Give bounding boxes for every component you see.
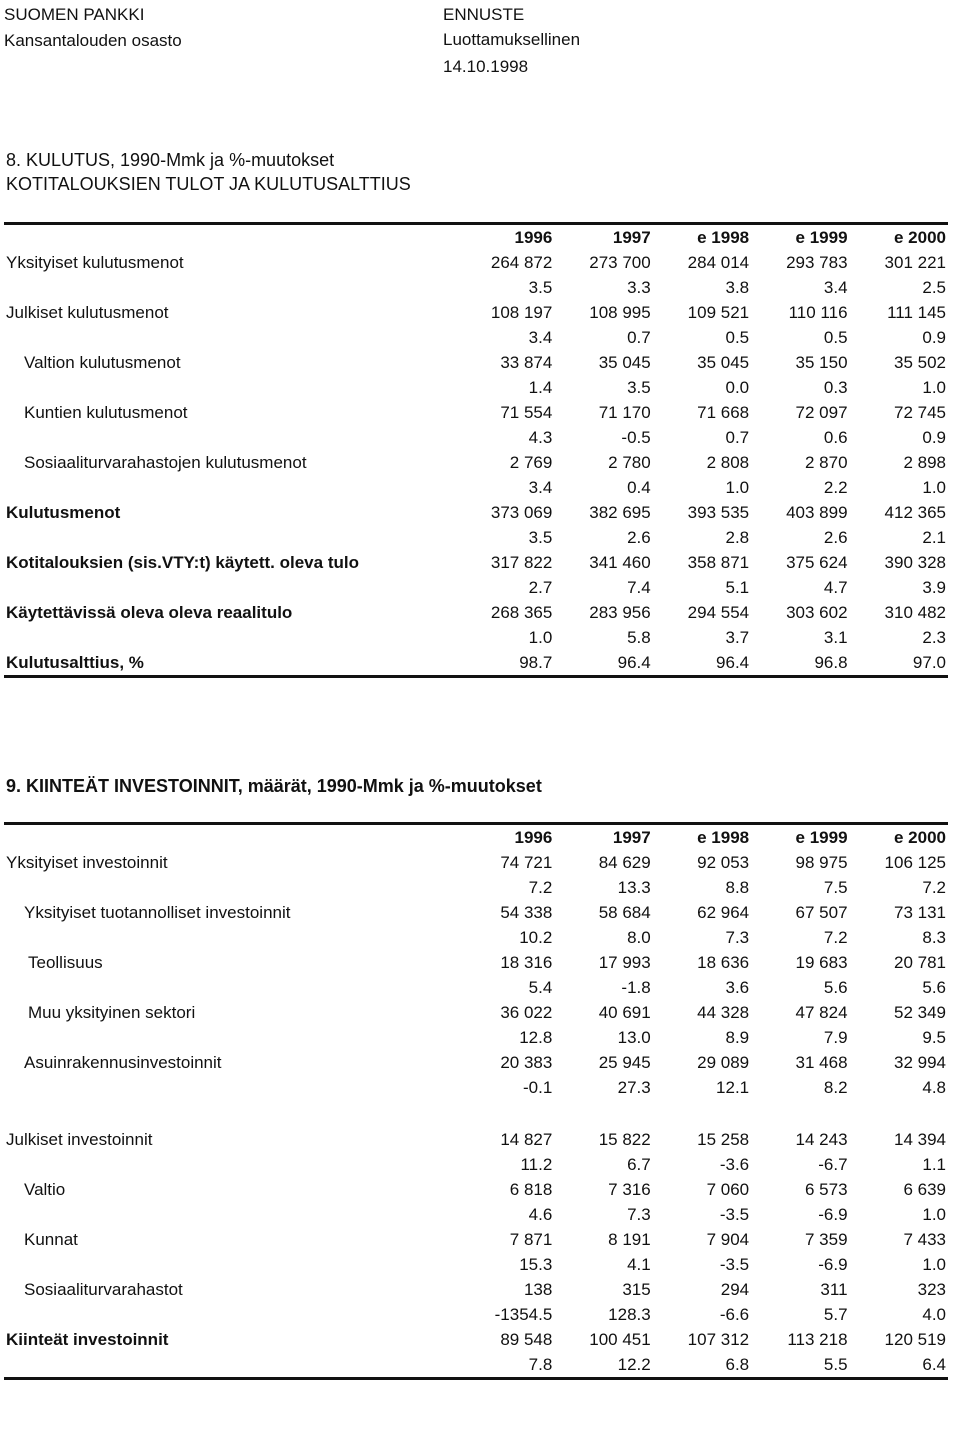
change-cell: 0.3 (823, 378, 848, 397)
row-label: Kulutusalttius, % (4, 650, 456, 677)
table-row (4, 1050, 948, 1075)
table-row (4, 500, 948, 525)
change-cell: -6.9 (818, 1205, 848, 1224)
change-cell: 4.8 (922, 1078, 946, 1097)
table-row (4, 1227, 948, 1252)
value-cell: 303 602 (786, 603, 848, 622)
value-cell: 390 328 (884, 553, 946, 572)
change-cell: 5.1 (725, 578, 750, 597)
table-row (4, 400, 948, 425)
change-cell: -3.5 (719, 1255, 750, 1274)
value-cell: 107 312 (687, 1330, 750, 1349)
change-row (4, 925, 948, 950)
table-row (4, 300, 948, 325)
change-row (4, 1202, 948, 1227)
change-cell: 128.3 (608, 1305, 651, 1324)
spacer-row (4, 1100, 948, 1127)
value-cell: 393 535 (687, 503, 750, 522)
value-cell: 20 781 (894, 953, 946, 972)
investment-table (4, 822, 948, 1380)
value-cell: 6 573 (804, 1180, 848, 1199)
value-cell: 108 995 (589, 303, 651, 322)
table-row (4, 550, 948, 575)
value-cell: 35 502 (894, 353, 946, 372)
value-cell: 25 945 (598, 1053, 651, 1072)
change-cell: 0.5 (823, 328, 848, 347)
confidentiality: Luottamuksellinen (443, 30, 581, 49)
change-row (4, 375, 948, 400)
org-name: SUOMEN PANKKI (4, 5, 145, 24)
value-cell: 72 097 (795, 403, 848, 422)
change-cell: 0.9 (922, 328, 946, 347)
change-cell: 7.2 (922, 878, 946, 897)
table-row (4, 600, 948, 625)
doc-type: ENNUSTE (443, 5, 525, 24)
change-cell: 4.3 (528, 428, 553, 447)
col-header: e 1998 (653, 224, 751, 251)
value-cell: 2 898 (903, 453, 946, 472)
change-cell: 5.8 (627, 628, 651, 647)
value-cell: 67 507 (795, 903, 848, 922)
table2-title: 9. KIINTEÄT INVESTOINNIT, määrät, 1990-Mmk ja %-muutokset (6, 776, 542, 796)
change-cell: -0.1 (523, 1078, 553, 1097)
value-cell: 98.7 (456, 650, 554, 677)
value-cell: 6 818 (509, 1180, 553, 1199)
value-cell: 2 870 (804, 453, 848, 472)
value-cell: 74 721 (500, 853, 553, 872)
change-row (4, 625, 948, 650)
change-row (4, 275, 948, 300)
value-cell: 382 695 (589, 503, 651, 522)
change-cell: 1.0 (528, 628, 553, 647)
change-cell: 1.0 (922, 1205, 946, 1224)
change-cell: 4.0 (922, 1305, 946, 1324)
value-cell: 294 554 (687, 603, 750, 622)
change-cell: 7.4 (627, 578, 651, 597)
change-cell: 5.7 (823, 1305, 848, 1324)
row-label: Yksityiset investoinnit (6, 853, 168, 872)
value-cell: 109 521 (687, 303, 750, 322)
doc-date: 14.10.1998 (443, 57, 529, 76)
value-cell: 7 871 (509, 1230, 553, 1249)
change-row (4, 1302, 948, 1327)
change-cell: 7.3 (725, 928, 750, 947)
change-cell: -3.6 (719, 1155, 750, 1174)
value-cell: 2 769 (509, 453, 553, 472)
change-cell: 7.2 (528, 878, 553, 897)
change-cell: 3.5 (627, 378, 651, 397)
col-header: e 2000 (850, 824, 948, 851)
col-header: 1997 (554, 224, 652, 251)
value-cell: 71 170 (598, 403, 651, 422)
header-left (4, 2, 182, 54)
change-cell: 3.1 (823, 628, 848, 647)
change-cell: 1.0 (922, 378, 946, 397)
change-row (4, 975, 948, 1000)
table-row (4, 350, 948, 375)
change-cell: 3.7 (725, 628, 750, 647)
change-cell: 2.6 (823, 528, 848, 547)
value-cell: 100 451 (589, 1330, 651, 1349)
value-cell: 32 994 (894, 1053, 946, 1072)
value-cell: 412 365 (884, 503, 946, 522)
value-cell: 317 822 (490, 553, 553, 572)
change-cell: 0.5 (725, 328, 750, 347)
row-label: Teollisuus (28, 953, 103, 972)
value-cell: 73 131 (894, 903, 946, 922)
change-cell: 27.3 (617, 1078, 651, 1097)
change-cell: 2.7 (528, 578, 553, 597)
change-cell: 3.4 (528, 478, 553, 497)
change-cell: 6.4 (850, 1352, 948, 1379)
value-cell: 14 394 (894, 1130, 946, 1149)
value-cell: 120 519 (884, 1330, 946, 1349)
table-row (4, 1177, 948, 1202)
change-row (4, 875, 948, 900)
change-row (4, 1252, 948, 1277)
change-cell: 12.2 (554, 1352, 652, 1379)
row-label: Yksityiset kulutusmenot (6, 253, 184, 272)
change-cell: 6.8 (653, 1352, 751, 1379)
value-cell: 36 022 (500, 1003, 553, 1022)
change-cell: 12.8 (519, 1028, 553, 1047)
col-header: 1997 (554, 824, 652, 851)
change-cell: 15.3 (519, 1255, 553, 1274)
value-cell: 7 433 (903, 1230, 946, 1249)
row-label: Valtion kulutusmenot (24, 353, 181, 372)
table-row (4, 1000, 948, 1025)
value-cell: 293 783 (786, 253, 848, 272)
value-cell: 17 993 (598, 953, 651, 972)
change-cell: -6.9 (818, 1255, 848, 1274)
row-label: Käytettävissä oleva oleva reaalitulo (6, 603, 293, 622)
col-header: e 1998 (653, 824, 751, 851)
value-cell: 301 221 (884, 253, 946, 272)
table-header-row (4, 224, 948, 251)
table-row (4, 900, 948, 925)
value-cell: 35 045 (598, 353, 651, 372)
value-cell: 315 (622, 1280, 651, 1299)
header-right (443, 2, 580, 80)
value-cell: 40 691 (598, 1003, 651, 1022)
value-cell: 18 316 (500, 953, 553, 972)
value-cell: 15 258 (697, 1130, 750, 1149)
change-cell: 2.3 (922, 628, 946, 647)
change-cell: 0.9 (922, 428, 946, 447)
value-cell: 341 460 (589, 553, 651, 572)
value-cell: 113 218 (787, 1330, 848, 1349)
change-cell: 4.1 (627, 1255, 651, 1274)
value-cell: 7 060 (706, 1180, 750, 1199)
change-cell: 3.9 (922, 578, 946, 597)
change-cell: 2.2 (823, 478, 848, 497)
value-cell: 18 636 (697, 953, 750, 972)
department: Kansantalouden osasto (4, 31, 182, 50)
value-cell: 15 822 (598, 1130, 651, 1149)
value-cell: 98 975 (795, 853, 848, 872)
change-cell: -6.6 (719, 1305, 750, 1324)
change-cell: 8.2 (823, 1078, 848, 1097)
change-cell: -1354.5 (494, 1305, 553, 1324)
change-cell: 0.7 (627, 328, 651, 347)
value-cell: 96.8 (751, 650, 849, 677)
change-cell: 3.5 (528, 528, 553, 547)
change-cell: 1.0 (725, 478, 750, 497)
change-cell: 0.0 (725, 378, 750, 397)
change-cell: 5.6 (922, 978, 946, 997)
value-cell: 323 (917, 1280, 946, 1299)
value-cell: 35 045 (697, 353, 750, 372)
change-cell: 5.5 (751, 1352, 849, 1379)
value-cell: 92 053 (697, 853, 750, 872)
change-cell: 13.3 (617, 878, 651, 897)
value-cell: 268 365 (490, 603, 553, 622)
change-cell: 8.0 (627, 928, 651, 947)
row-label: Sosiaaliturvarahastot (24, 1280, 183, 1299)
value-cell: 31 468 (795, 1053, 848, 1072)
change-cell: 2.6 (627, 528, 651, 547)
change-cell: 5.4 (528, 978, 553, 997)
consumption-table (4, 222, 948, 678)
change-cell: 9.5 (922, 1028, 946, 1047)
change-cell: 1.0 (922, 1255, 946, 1274)
value-cell: 71 554 (500, 403, 553, 422)
change-cell: 0.4 (627, 478, 651, 497)
value-cell: 310 482 (884, 603, 946, 622)
value-cell: 106 125 (884, 853, 946, 872)
table-row (4, 950, 948, 975)
change-cell: 10.2 (519, 928, 553, 947)
change-cell: 1.1 (922, 1155, 946, 1174)
change-cell: 0.7 (725, 428, 750, 447)
value-cell: 358 871 (687, 553, 750, 572)
value-cell: 138 (523, 1280, 553, 1299)
change-cell: -1.8 (621, 978, 651, 997)
row-label: Yksityiset tuotannolliset investoinnit (24, 903, 291, 922)
change-cell: 1.0 (922, 478, 946, 497)
change-cell: 3.8 (725, 278, 750, 297)
value-cell: 72 745 (894, 403, 946, 422)
value-cell: 273 700 (589, 253, 651, 272)
change-row (4, 1352, 948, 1379)
change-row (4, 575, 948, 600)
change-cell: 7.3 (627, 1205, 651, 1224)
value-cell: 8 191 (608, 1230, 651, 1249)
change-cell: 7.9 (823, 1028, 848, 1047)
change-row (4, 525, 948, 550)
value-cell: 110 116 (788, 303, 848, 322)
row-label: Muu yksityinen sektori (28, 1003, 196, 1022)
change-cell: 3.3 (627, 278, 651, 297)
row-label: Julkiset investoinnit (6, 1130, 153, 1149)
row-label: Asuinrakennusinvestoinnit (24, 1053, 222, 1072)
change-cell: 8.9 (725, 1028, 750, 1047)
value-cell: 111 145 (887, 303, 946, 322)
table-row (4, 1127, 948, 1152)
table-row (4, 1277, 948, 1302)
value-cell: 58 684 (598, 903, 651, 922)
row-label: Kotitalouksien (sis.VTY:t) käytett. oleva tulo (6, 553, 359, 572)
row-label: Kulutusmenot (6, 503, 121, 522)
value-cell: 284 014 (687, 253, 750, 272)
row-label: Kiinteät investoinnit (6, 1330, 169, 1349)
change-cell: 2.1 (922, 528, 946, 547)
change-row (4, 475, 948, 500)
value-cell: 97.0 (850, 650, 948, 677)
value-cell: 54 338 (500, 903, 553, 922)
change-cell: 5.6 (823, 978, 848, 997)
change-cell: 3.5 (528, 278, 553, 297)
change-cell: 2.8 (725, 528, 750, 547)
table-row (4, 850, 948, 875)
change-cell: 8.8 (725, 878, 750, 897)
table-row (4, 1327, 948, 1352)
change-cell: 7.2 (823, 928, 848, 947)
value-cell: 403 899 (786, 503, 848, 522)
change-cell: -0.5 (621, 428, 651, 447)
change-cell: 1.4 (528, 378, 553, 397)
value-cell: 283 956 (589, 603, 651, 622)
col-header: 1996 (456, 224, 554, 251)
value-cell: 96.4 (554, 650, 652, 677)
value-cell: 7 359 (804, 1230, 848, 1249)
row-label: Valtio (24, 1180, 66, 1199)
table-row (4, 650, 948, 677)
value-cell: 264 872 (490, 253, 553, 272)
change-cell: -6.7 (818, 1155, 848, 1174)
change-cell: 3.4 (528, 328, 553, 347)
table1-title-2: KOTITALOUKSIEN TULOT JA KULUTUSALTTIUS (6, 174, 411, 194)
value-cell: 89 548 (500, 1330, 553, 1349)
table1-title-1: 8. KULUTUS, 1990-Mmk ja %-muutokset (6, 150, 335, 170)
value-cell: 19 683 (795, 953, 848, 972)
change-cell: 2.5 (922, 278, 946, 297)
col-header: e 1999 (751, 824, 849, 851)
row-label: Sosiaaliturvarahastojen kulutusmenot (24, 453, 307, 472)
row-label: Julkiset kulutusmenot (6, 303, 169, 322)
value-cell: 20 383 (500, 1053, 553, 1072)
change-cell: 8.3 (922, 928, 946, 947)
col-header: 1996 (456, 824, 554, 851)
change-cell: 4.7 (823, 578, 848, 597)
value-cell: 35 150 (795, 353, 848, 372)
value-cell: 375 624 (786, 553, 848, 572)
value-cell: 6 639 (903, 1180, 946, 1199)
value-cell: 84 629 (598, 853, 651, 872)
change-cell: 7.5 (823, 878, 848, 897)
table-row (4, 250, 948, 275)
change-cell: 6.7 (627, 1155, 651, 1174)
table-header-row (4, 824, 948, 851)
change-cell: 3.6 (725, 978, 750, 997)
change-cell: 11.2 (520, 1155, 553, 1174)
value-cell: 373 069 (490, 503, 553, 522)
value-cell: 7 904 (706, 1230, 750, 1249)
change-cell: 0.6 (823, 428, 848, 447)
value-cell: 108 197 (490, 303, 553, 322)
col-header: e 1999 (751, 224, 849, 251)
change-row (4, 1025, 948, 1050)
value-cell: 7 316 (608, 1180, 651, 1199)
change-row (4, 325, 948, 350)
value-cell: 96.4 (653, 650, 751, 677)
value-cell: 311 (820, 1280, 848, 1299)
change-cell: 12.1 (716, 1078, 750, 1097)
value-cell: 2 808 (706, 453, 750, 472)
change-row (4, 1075, 948, 1100)
value-cell: 14 243 (795, 1130, 848, 1149)
change-cell: 4.6 (528, 1205, 553, 1224)
value-cell: 2 780 (608, 453, 651, 472)
table-row (4, 450, 948, 475)
change-row (4, 425, 948, 450)
value-cell: 294 (720, 1280, 750, 1299)
change-cell: -3.5 (719, 1205, 750, 1224)
change-cell: 3.4 (823, 278, 848, 297)
row-label: Kunnat (24, 1230, 78, 1249)
col-header: e 2000 (850, 224, 948, 251)
change-cell: 7.8 (456, 1352, 554, 1379)
value-cell: 29 089 (697, 1053, 750, 1072)
value-cell: 71 668 (697, 403, 750, 422)
value-cell: 44 328 (697, 1003, 750, 1022)
value-cell: 33 874 (500, 353, 553, 372)
change-row (4, 1152, 948, 1177)
value-cell: 62 964 (697, 903, 750, 922)
change-cell: 13.0 (617, 1028, 651, 1047)
value-cell: 52 349 (894, 1003, 946, 1022)
value-cell: 14 827 (500, 1130, 553, 1149)
row-label: Kuntien kulutusmenot (24, 403, 188, 422)
value-cell: 47 824 (795, 1003, 848, 1022)
